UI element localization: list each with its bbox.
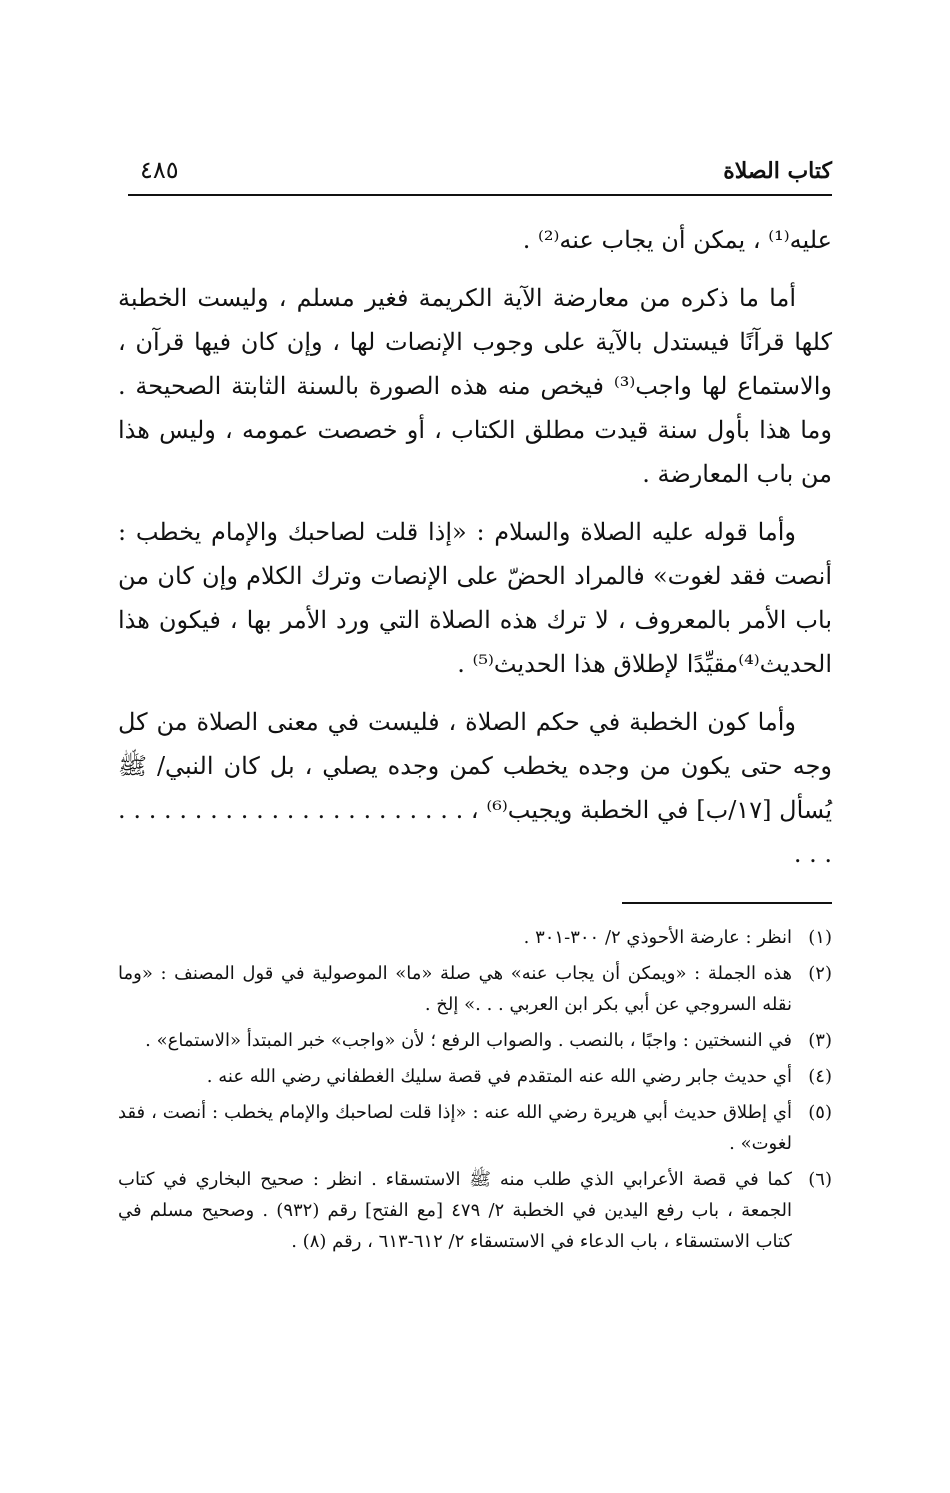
- paragraph-4: وأما كون الخطبة في حكم الصلاة ، فليست في معنى الصلاة من كل وجه حتى يكون من وجده يخطب كمن وجده يصلي ، بل كان النبي/ ﷺ يُسأل [١٧/ب] في الخطبة ويجيب⁽⁶⁾ ، . . . . . . . . . . . . . . . . . . . . . . . . . .: [118, 708, 832, 868]
- footnote-text: في النسختين : واجبًا ، بالنصب . والصواب الرفع ؛ لأن «واجب» خبر المبتدأ «الاستماع» .: [145, 1030, 792, 1051]
- footnote-number: (٦): [808, 1169, 832, 1190]
- footnote-number: (٢): [808, 963, 832, 984]
- running-header: [128, 152, 832, 196]
- footnote-text: أي إطلاق حديث أبي هريرة رضي الله عنه : «إذا قلت لصاحبك والإمام يخطب : أنصت ، فقد لغوت» .: [118, 1102, 792, 1154]
- footnote-6: [118, 1164, 832, 1257]
- footnote-4: [118, 1061, 832, 1092]
- footnote-3: [118, 1025, 832, 1056]
- footnote-2: [118, 958, 832, 1020]
- footnote-text: هذه الجملة : «ويمكن أن يجاب عنه» هي صلة «ما» الموصولية في قول المصنف : «وما نقله السروجي عن أبي بكر ابن العربي . . .» إلخ .: [118, 963, 793, 1015]
- footnote-number: (٣): [808, 1030, 832, 1051]
- footnote-number: (٥): [808, 1102, 832, 1123]
- paragraph-3: وأما قوله عليه الصلاة والسلام : «إذا قلت لصاحبك والإمام يخطب : أنصت فقد لغوت» فالمراد الحضّ على الإنصات وترك الكلام وإن كان من باب الأمر بالمعروف ، لا ترك هذه الصلاة التي ورد الأمر بها ، فيكون هذا الحديث⁽⁴⁾مقيِّدًا لإطلاق هذا الحديث⁽⁵⁾ .: [118, 518, 832, 678]
- footnotes: [118, 922, 832, 1262]
- footnote-number: (٤): [808, 1066, 832, 1087]
- paragraph-1: عليه⁽¹⁾ ، يمكن أن يجاب عنه⁽²⁾ .: [522, 226, 832, 254]
- footnote-text: كما في قصة الأعرابي الذي طلب منه ﷺ الاستسقاء . انظر : صحيح البخاري في كتاب الجمعة ، باب رفع اليدين في الخطبة ٢/ ٤٧٩ [مع الفتح] رقم (٩٣٢) . وصحيح مسلم في كتاب الاستسقاء ، باب الدعاء في الاستسقاء ٢/ ٦١٢-٦١٣ ، رقم (٨) .: [118, 1169, 792, 1252]
- footnote-5: [118, 1097, 832, 1159]
- main-text: [118, 218, 832, 890]
- chapter-title: كتاب الصلاة: [723, 158, 832, 184]
- paragraph-2: أما ما ذكره من معارضة الآية الكريمة فغير مسلم ، وليست الخطبة كلها قرآنًا فيستدل بالآية على وجوب الإنصات لها ، وإن كان فيها قرآن ، والاستماع لها واجب⁽³⁾ فيخص منه هذه الصورة بالسنة الثابتة الصحيحة . وما هذا بأول سنة قيدت مطلق الكتاب ، أو خصصت عمومه ، وليس هذا من باب المعارضة .: [118, 284, 833, 488]
- page-number: ٤٨٥: [140, 156, 179, 184]
- footnote-separator: [622, 902, 832, 904]
- footnote-text: انظر : عارضة الأحوذي ٢/ ٣٠٠-٣٠١ .: [523, 927, 792, 948]
- footnote-number: (١): [808, 927, 832, 948]
- footnote-text: أي حديث جابر رضي الله عنه المتقدم في قصة سليك الغطفاني رضي الله عنه .: [206, 1066, 792, 1087]
- footnote-1: [118, 922, 832, 953]
